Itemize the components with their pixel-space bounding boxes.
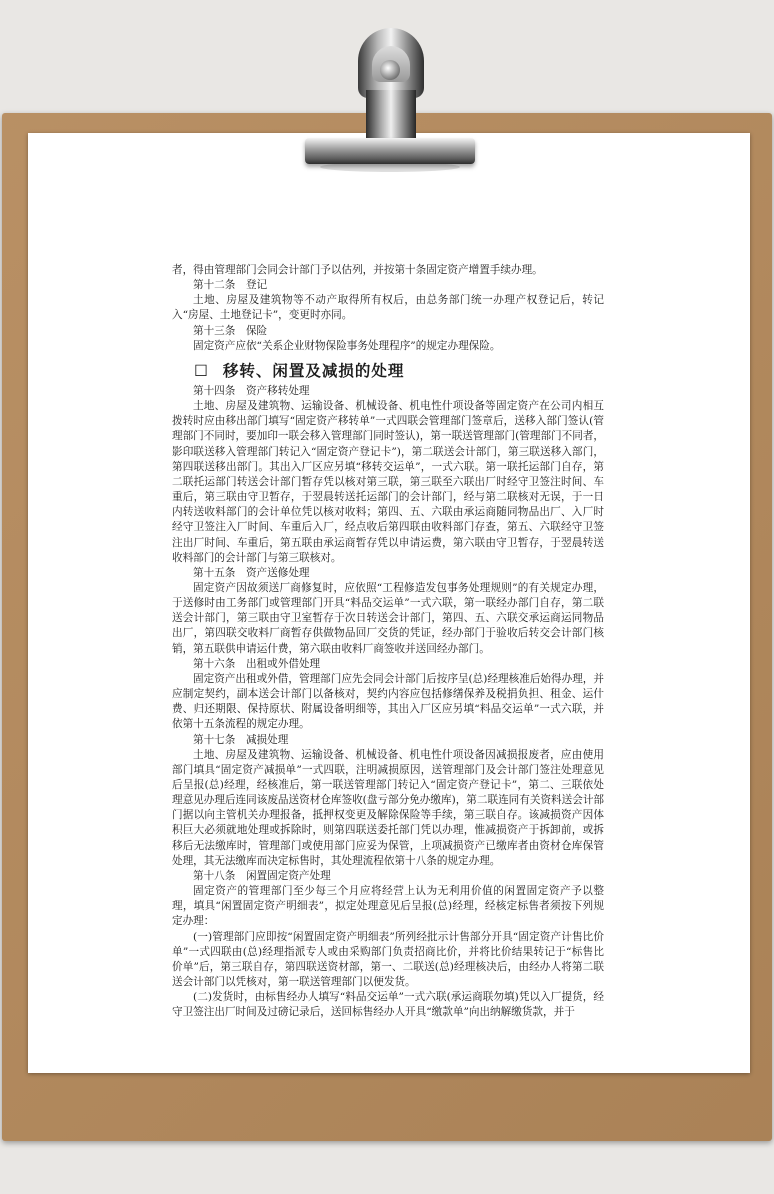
paragraph: (二)发货时，由标售经办人填写“料品交运单”一式六联(承运商联勿填)凭以入厂提货，经守卫签注出厂时间及过磅记录后，送回标售经办人开具“缴款单”向出纳解缴货款，并于 bbox=[172, 991, 604, 1019]
paragraph: 固定资产出租或外借，管理部门应先会同会计部门后按序呈(总)经理核准后始得办理，并应制定契约，副本送会计部门以备核对，契约内容应包括修缮保养及税捐负担、租金、运什费、归还期限、保持原状、附属设备明细等，其出入厂区应另填“料品交运单”一式六联，并依第十五条流程的规定办理。 bbox=[172, 672, 604, 731]
document-text bbox=[172, 263, 604, 1021]
paragraph: 第十七条 减损处理 bbox=[193, 733, 289, 746]
paragraph: 第十五条 资产送修处理 bbox=[193, 566, 310, 579]
paragraphs-before-heading bbox=[172, 263, 604, 354]
paragraph: 固定资产应依“关系企业财物保险事务处理程序”的规定办理保险。 bbox=[193, 339, 501, 352]
binder-clip-body bbox=[366, 90, 416, 142]
paragraph: (一)管理部门应即按“闲置固定资产明细表”所列经批示计售部分开具“固定资产计售比价单”一式四联由(总)经理指派专人或由采购部门负责招商比价，并将比价结果转记于“标售比价单”后，第三联自存，第四联送资材部，第一、二联送(总)经理核决后，由经办人将第二联送会计部门以凭核对，第一联送管理部门以便发货。 bbox=[172, 930, 604, 989]
paragraph: 土地、房屋及建筑物、运输设备、机械设备、机电性什项设备因减损报废者，应由使用部门填具“固定资产减损单”一式四联，注明减损原因，送管理部门及会计部门签注处理意见后呈报(总)经理，经核准后，第一联送管理部门转记入“固定资产登记卡”，第二、三联依处理意见办理后连同该废品送资材仓库签收(盘亏部分免办缴库)，第二联连同有关资料送会计部门据以向主管机关办理报备，抵押权变更及解除保险等手续，第三联自存。该减损资产因体积巨大必须就地处理或拆除时，则第四联送委托部门凭以办理，惟减损资产于拆卸前，或拆移后无法缴库时，管理部门或使用部门应妥为保管，上项减损资产已缴库者由资材仓库保管处理，其无法缴库而决定标售时，其处理流程依第十八条的规定办理。 bbox=[172, 748, 605, 867]
paragraph: 固定资产的管理部门至少每三个月应将经营上认为无利用价值的闲置固定资产予以整理，填具“闲置固定资产明细表”，拟定处理意见后呈报(总)经理，经核定标售者须按下列规定办理： bbox=[172, 885, 604, 928]
binder-clip bbox=[305, 138, 475, 164]
section-heading-title: 移转、闲置及减损的处理 bbox=[222, 360, 405, 380]
binder-clip-rivet bbox=[380, 60, 400, 80]
paragraphs-after-heading bbox=[172, 384, 604, 1021]
paragraph: 第十四条 资产移转处理 bbox=[193, 384, 310, 397]
paragraph: 固定资产因故须送厂商修复时，应依照“工程修造发包事务处理规则”的有关规定办理，于送修时由工务部门或管理部门开具“料品交运单”一式六联，第一联经办部门自存，第二联送会计部门，第三联由守卫室暂存于次日转送会计部门，第四、五、六联交承运商运同物品出厂，第四联交收料厂商暂存供做物品回厂交货的凭证，经办部门于验收后转交会计部门核销，第五联供申请运什费，第六联由收料厂商签收并送回经办部门。 bbox=[172, 581, 604, 655]
paragraph: 第十二条 登记 bbox=[193, 279, 268, 292]
section-heading bbox=[172, 360, 604, 382]
checkbox-square-icon: ☐ bbox=[194, 361, 209, 380]
paragraph: 者，得由管理部门会同会计部门予以估列，并按第十条固定资产增置手续办理。 bbox=[172, 264, 543, 276]
paragraph: 土地、房屋及建筑物等不动产取得所有权后，由总务部门统一办理产权登记后，转记入“房屋、土地登记卡”，变更时亦同。 bbox=[172, 294, 604, 322]
paragraph: 第十八条 闲置固定资产处理 bbox=[193, 869, 331, 882]
paragraph: 第十三条 保险 bbox=[193, 324, 268, 337]
paragraph: 土地、房屋及建筑物、运输设备、机械设备、机电性什项设备等固定资产在公司内相互拨转时应由移出部门填写“固定资产移转单”一式四联会管理部门签章后，送移入部门签认(管理部门不同时，要加印一联会移入管理部门同时签认)，第一联送管理部门(管理部门不同者，影印联送移入管理部门转记入“固定资产登记卡”)，第二联送会计部门，第三联送移入部门，第四联送移出部门。其出入厂区应另填“移转交运单”，一式六联。第一联托运部门自存，第二联托运部门转送会计部门暂存凭以核对第三联，第三联至六联出厂时经守卫签注时间、车重后，第三联由守卫暂存，于翌晨转送托运部门的会计部门，经与第二联核对无误，于一日内转送收料部门的会计单位凭以核对收料；第四、五、六联由承运商随同物品出厂、入厂时经守卫签注入厂时间、车重后入厂，经点收后第四联由收料部门存查，第五、六联经守卫签注出厂时间、车重后，第五联由承运商暂存凭以申请运费，第六联由守卫暂存，于翌晨转送收料部门的会计部门与第三联核对。 bbox=[172, 400, 605, 564]
paragraph: 第十六条 出租或外借处理 bbox=[193, 657, 321, 670]
